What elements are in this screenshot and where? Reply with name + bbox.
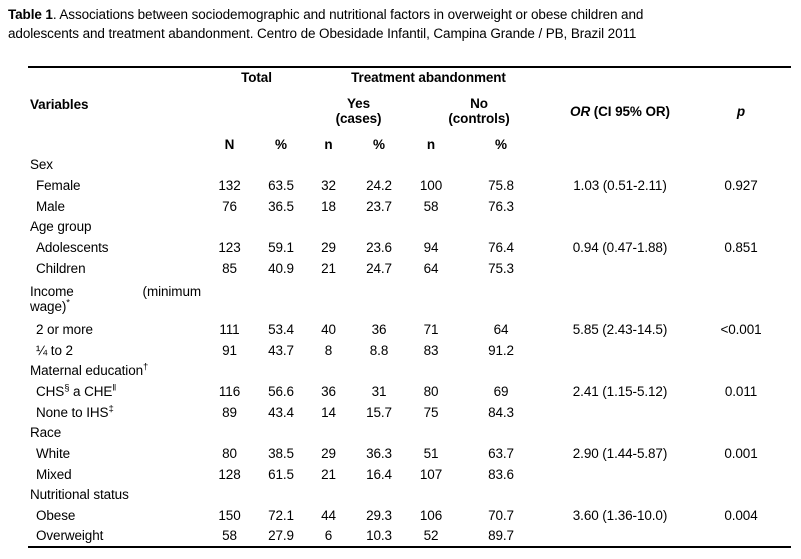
label-text: Income (30, 283, 74, 299)
label-text: Nutritional status (30, 487, 129, 503)
empty-cells (205, 423, 791, 443)
total-pct-cell: 27.9 (268, 528, 294, 544)
row-label (28, 175, 205, 196)
row-label (28, 443, 205, 464)
yes-n-cell: 44 (321, 507, 336, 523)
p-value-cell: 0.004 (724, 507, 758, 523)
row-label (28, 381, 205, 402)
yes-pct-cell: 31 (371, 383, 387, 399)
total-n-cell: 85 (222, 260, 237, 276)
no-n-cell: 75 (423, 404, 439, 420)
total-n-cell: 123 (218, 239, 241, 255)
or-value-cell: 3.60 (1.36-10.0) (572, 507, 668, 523)
yes-pct-cell: 16.4 (366, 466, 392, 482)
or-value-cell (549, 196, 691, 217)
row-label (28, 258, 205, 279)
empty-cells (205, 485, 791, 505)
data-row (28, 402, 791, 423)
label-text: Mixed (36, 466, 72, 482)
or-label-italic: OR (570, 103, 591, 119)
yes-pct-cell: 23.6 (366, 239, 392, 255)
no-pct-cell: 63.7 (488, 445, 514, 461)
no-n-cell: 58 (423, 198, 439, 214)
row-label (28, 526, 205, 547)
empty-header-cell (205, 87, 308, 135)
no-n-cell: 106 (419, 507, 443, 523)
total-pct-cell: 56.6 (268, 383, 294, 399)
or-value-cell (549, 526, 691, 547)
no-pct-cell: 83.6 (488, 466, 514, 482)
subheader-yes-n: n (324, 137, 333, 153)
data-row (28, 319, 791, 340)
col-header-total: Total (241, 69, 272, 85)
col-header-p (691, 67, 791, 155)
yes-pct-cell: 10.3 (366, 528, 392, 544)
category-row (28, 361, 791, 381)
col-header-variables: Variables (30, 96, 89, 112)
no-n-cell: 80 (423, 383, 439, 399)
subheader-no-n: n (426, 137, 436, 153)
or-value-cell (549, 402, 691, 423)
total-pct-cell: 38.5 (268, 445, 294, 461)
or-value-cell: 1.03 (0.51-2.11) (573, 177, 667, 193)
category-row (28, 155, 791, 175)
p-value-cell (691, 526, 791, 547)
label-text: 2 or more (36, 321, 93, 337)
total-n-cell: 76 (222, 198, 237, 214)
p-label: p (736, 103, 746, 119)
label-text: Overweight (36, 528, 104, 544)
total-n-cell: 91 (222, 342, 237, 358)
yes-n-cell: 32 (321, 177, 336, 193)
data-row (28, 258, 791, 279)
label-text: a CHE (69, 383, 113, 399)
row-label (28, 340, 205, 361)
label-text: Children (36, 260, 86, 276)
yes-pct-cell: 36 (371, 321, 387, 337)
label-text: Age group (30, 219, 92, 235)
no-n-cell: 107 (419, 466, 443, 482)
label-text: Maternal education (30, 363, 144, 379)
category-label-line2 (30, 299, 201, 314)
total-pct-cell: 40.9 (268, 260, 294, 276)
no-pct-cell: 84.3 (488, 404, 514, 420)
total-pct-cell: 72.1 (268, 507, 294, 523)
yes-n-cell: 18 (321, 198, 336, 214)
total-n-cell: 116 (218, 383, 241, 399)
yes-n-cell: 36 (321, 383, 336, 399)
subheader-total-N: N (224, 137, 235, 153)
row-label (28, 402, 205, 423)
or-value-cell (549, 258, 691, 279)
subheader-no-pct: % (495, 137, 507, 153)
data-row (28, 196, 791, 217)
results-table (28, 66, 791, 548)
yes-pct-cell: 36.3 (366, 445, 392, 461)
yes-pct-cell: 24.7 (366, 260, 392, 276)
header-row-1 (28, 67, 791, 87)
label-text: ¼ to 2 (36, 342, 73, 358)
yes-pct-cell: 29.3 (366, 507, 392, 523)
caption-text-line1: . Associations between sociodemographic and nutritional factors in overweight or obese children and (52, 7, 644, 22)
total-pct-cell: 53.4 (268, 321, 294, 337)
category-label (28, 423, 205, 443)
row-label (28, 196, 205, 217)
label-text: None to IHS (36, 404, 109, 420)
or-value-cell (549, 340, 691, 361)
label-text: Sex (30, 157, 53, 173)
total-n-cell: 132 (218, 177, 241, 193)
category-row (28, 279, 791, 319)
empty-cells (205, 361, 791, 381)
table-caption (8, 6, 794, 44)
label-text: CHS (36, 383, 65, 399)
label-text: Obese (36, 507, 76, 523)
yes-n-cell: 8 (324, 342, 333, 358)
no-pct-cell: 75.8 (488, 177, 514, 193)
category-row (28, 485, 791, 505)
empty-cells (205, 217, 791, 237)
category-row (28, 423, 791, 443)
category-label (28, 217, 205, 237)
label-text: Race (30, 425, 62, 441)
subheader-yes-pct: % (373, 137, 385, 153)
category-label (28, 361, 205, 381)
yes-n-cell: 29 (321, 239, 336, 255)
yes-pct-cell: 8.8 (369, 342, 389, 358)
total-n-cell: 89 (222, 404, 237, 420)
p-value-cell: 0.011 (724, 383, 758, 399)
superscript-marker: ‖ (112, 382, 117, 394)
no-pct-cell: 76.4 (488, 239, 514, 255)
no-pct-cell: 69 (493, 383, 509, 399)
total-n-cell: 150 (218, 507, 241, 523)
p-value-cell (691, 340, 791, 361)
p-value-cell (691, 196, 791, 217)
category-label (28, 155, 205, 175)
label-text: (minimum (142, 283, 201, 299)
controls-label: (controls) (448, 110, 510, 126)
yes-n-cell: 21 (321, 260, 336, 276)
no-n-cell: 64 (423, 260, 439, 276)
category-row (28, 217, 791, 237)
label-text: Male (36, 198, 65, 214)
or-value-cell: 2.41 (1.15-5.12) (572, 383, 668, 399)
no-n-cell: 52 (423, 528, 439, 544)
p-value-cell (691, 402, 791, 423)
yes-label: Yes (347, 95, 370, 111)
total-pct-cell: 63.5 (268, 177, 294, 193)
p-value-cell (691, 258, 791, 279)
col-header-yes-cases (308, 87, 409, 135)
caption-table-label: Table 1 (8, 7, 53, 22)
p-value-cell: 0.851 (724, 239, 758, 255)
col-header-or (549, 67, 691, 155)
label-text: White (36, 445, 71, 461)
no-pct-cell: 75.3 (488, 260, 514, 276)
table-header (28, 67, 791, 155)
data-row (28, 464, 791, 485)
total-pct-cell: 36.5 (268, 198, 294, 214)
no-n-cell: 94 (423, 239, 439, 255)
yes-pct-cell: 15.7 (366, 404, 392, 420)
yes-pct-cell: 24.2 (366, 177, 392, 193)
data-row (28, 526, 791, 547)
row-label (28, 237, 205, 258)
data-row (28, 381, 791, 402)
data-row (28, 340, 791, 361)
no-pct-cell: 76.3 (488, 198, 514, 214)
no-pct-cell: 70.7 (488, 507, 514, 523)
total-n-cell: 111 (219, 321, 240, 337)
data-row (28, 443, 791, 464)
category-label-line1 (30, 284, 201, 299)
data-row (28, 505, 791, 526)
or-label-rest: (CI 95% OR) (590, 103, 670, 119)
p-value-cell (691, 464, 791, 485)
superscript-marker: † (143, 361, 149, 373)
table-body (28, 155, 791, 547)
or-value-cell: 0.94 (0.47-1.88) (572, 239, 668, 255)
superscript-marker: ‡ (108, 403, 114, 415)
data-row (28, 175, 791, 196)
total-pct-cell: 61.5 (268, 466, 294, 482)
subheader-total-pct: % (275, 137, 287, 153)
label-text: Female (36, 177, 81, 193)
or-value-cell (549, 464, 691, 485)
col-header-treatment-abandonment: Treatment abandonment (351, 69, 506, 85)
total-pct-cell: 43.7 (268, 342, 294, 358)
total-n-cell: 80 (222, 445, 237, 461)
total-pct-cell: 43.4 (268, 404, 294, 420)
no-pct-cell: 89.7 (488, 528, 514, 544)
no-n-cell: 71 (423, 321, 439, 337)
no-n-cell: 100 (419, 177, 443, 193)
yes-n-cell: 14 (321, 404, 336, 420)
caption-text-line2: adolescents and treatment abandonment. Centro de Obesidade Infantil, Campina Grande / PB, Brazil 2011 (8, 25, 637, 41)
p-value-cell: 0.001 (724, 445, 758, 461)
or-value-cell: 5.85 (2.43-14.5) (572, 321, 668, 337)
p-value-cell: 0.927 (724, 177, 758, 193)
superscript-marker: § (64, 382, 70, 394)
no-pct-cell: 64 (493, 321, 509, 337)
yes-n-cell: 40 (321, 321, 336, 337)
label-text: wage) (30, 298, 67, 314)
total-n-cell: 128 (218, 466, 241, 482)
yes-n-cell: 6 (324, 528, 333, 544)
data-row (28, 237, 791, 258)
yes-n-cell: 29 (321, 445, 336, 461)
superscript-marker: * (66, 297, 70, 309)
label-text: Adolescents (36, 239, 109, 255)
empty-cells (205, 279, 791, 319)
row-label (28, 319, 205, 340)
empty-cells (205, 155, 791, 175)
no-label: No (470, 95, 488, 111)
no-pct-cell: 91.2 (488, 342, 514, 358)
category-label (28, 279, 205, 319)
row-label (28, 464, 205, 485)
p-value-cell: <0.001 (720, 321, 762, 337)
total-n-cell: 58 (222, 528, 237, 544)
row-label (28, 505, 205, 526)
yes-pct-cell: 23.7 (366, 198, 392, 214)
category-label (28, 485, 205, 505)
col-header-no-controls (409, 87, 549, 135)
or-value-cell: 2.90 (1.44-5.87) (572, 445, 668, 461)
total-pct-cell: 59.1 (268, 239, 294, 255)
cases-label: (cases) (335, 110, 382, 126)
no-n-cell: 51 (423, 445, 439, 461)
no-n-cell: 83 (423, 342, 439, 358)
yes-n-cell: 21 (321, 466, 336, 482)
